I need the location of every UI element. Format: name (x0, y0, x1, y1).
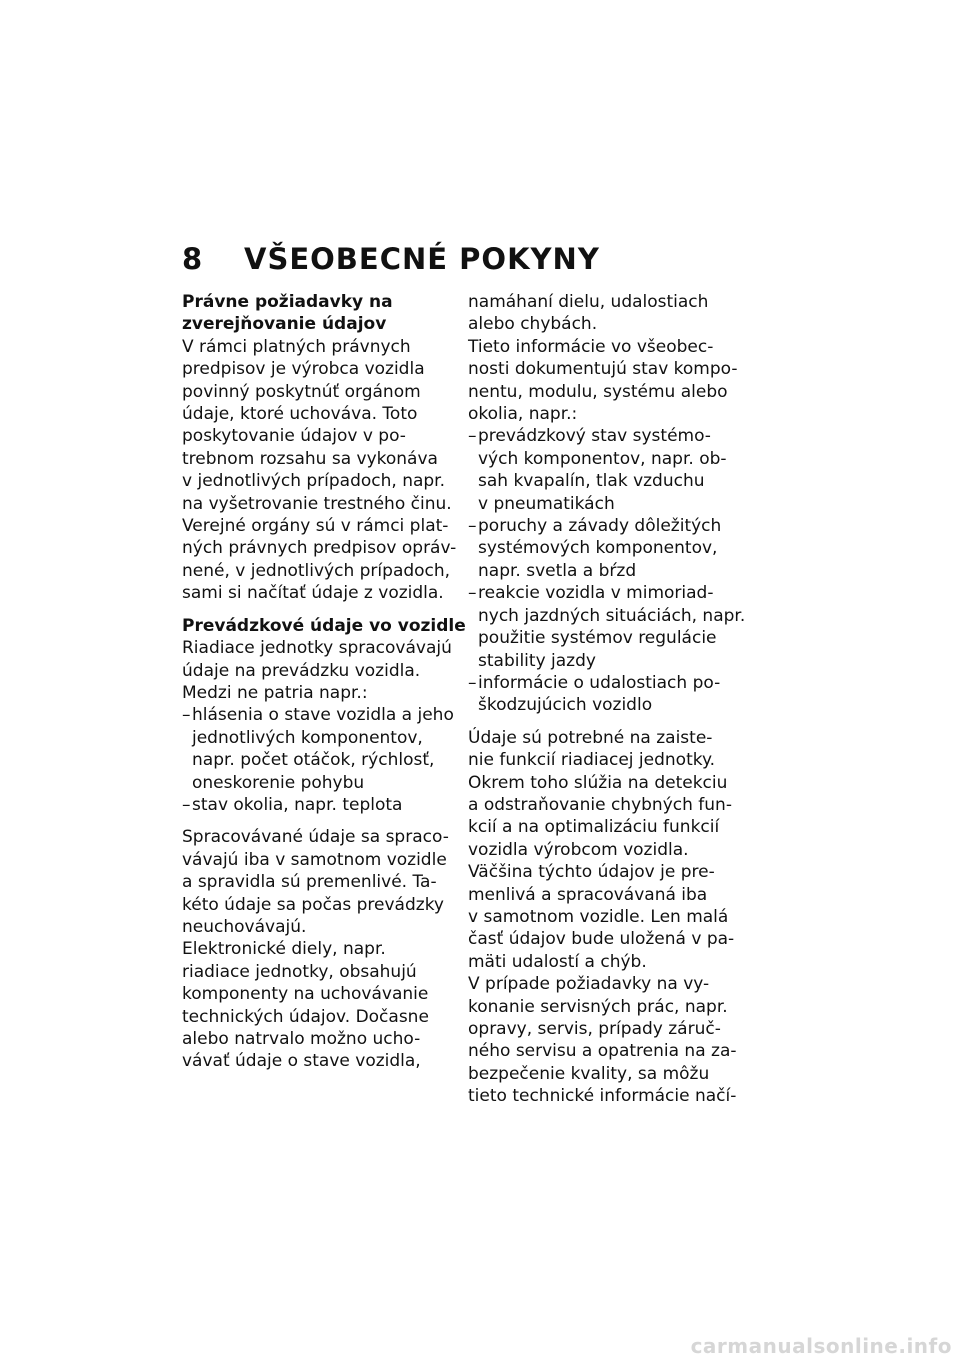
text-line: v pneumatikách (478, 493, 615, 514)
text-line: poskytovanie údajov v po- (182, 426, 406, 447)
text-line: vávajú iba v samotnom vozidle (182, 849, 447, 870)
text-line: konanie servisných prác, napr. (468, 996, 728, 1017)
bullet-list (182, 704, 454, 816)
text-line: tieto technické informácie načí- (468, 1086, 737, 1107)
text-line: nentu, modulu, systému alebo (468, 381, 728, 402)
text-line: stability jazdy (478, 650, 596, 671)
text-line: na vyšetrovanie trestného činu. (182, 493, 452, 514)
chapter-title (182, 242, 600, 276)
text-line: a odstraňovanie chybných fun- (468, 794, 732, 815)
text-line: oneskorenie pohybu (192, 772, 365, 793)
chapter-title-text: VŠEOBECNÉ POKYNY (244, 242, 600, 276)
text-line: vávať údaje o stave vozidla, (182, 1051, 421, 1072)
text-line: jednotlivých komponentov, (192, 727, 423, 748)
text-line: nosti dokumentujú stav kompo- (468, 359, 738, 380)
text-line: použitie systémov regulácie (478, 628, 717, 649)
paragraph-right-intro (468, 291, 740, 425)
paragraph-processing (182, 826, 454, 1072)
paragraph-legal (182, 336, 457, 605)
text-line: kcií a na optimalizáciu funkcií (468, 817, 720, 838)
text-line: riadiace jednotky, obsahujú (182, 961, 417, 982)
text-line: sah kvapalín, tlak vzduchu (478, 471, 705, 492)
text-line: Riadiace jednotky spracovávajú (182, 638, 452, 659)
paragraph-operational-intro (182, 637, 454, 704)
list-item (468, 672, 740, 717)
text-line: trebnom rozsahu sa vykonáva (182, 448, 438, 469)
list-item (468, 425, 740, 515)
text-line: v jednotlivých prípadoch, napr. (182, 471, 446, 492)
watermark: carmanualsonline.info (690, 1334, 952, 1358)
right-column (468, 291, 746, 1108)
text-line: Okrem toho slúžia na detekciu (468, 772, 728, 793)
text-line: napr. počet otáčok, rýchlosť, (192, 750, 435, 771)
text-line: bezpečenie kvality, sa môžu (468, 1063, 710, 1084)
text-line: Tieto informácie vo všeobec- (468, 336, 714, 357)
text-line: Údaje sú potrebné na zaiste- (468, 727, 713, 748)
chapter-number: 8 (182, 242, 204, 276)
text-line: namáhaní dielu, udalostiach (468, 292, 709, 312)
text-line: – reakcie vozidla v mimoriad- (468, 582, 740, 604)
bullet-list (468, 425, 746, 716)
text-line: mäti udalostí a chýb. (468, 951, 647, 972)
heading-line: Právne požiadavky na (182, 292, 393, 312)
paragraph-right-body (468, 727, 740, 1108)
text-line: vozidla výrobcom vozidla. (468, 839, 689, 860)
text-line: údaje na prevádzku vozidla. (182, 660, 421, 681)
text-line: technických údajov. Dočasne (182, 1006, 429, 1027)
text-line: opravy, servis, prípady záruč- (468, 1019, 721, 1039)
text-line: Spracovávané údaje sa spraco- (182, 827, 449, 848)
text-line: V rámci platných právnych (182, 336, 411, 357)
heading-line: zverejňovanie údajov (182, 314, 387, 335)
text-line: – informácie o udalostiach po- (468, 672, 740, 694)
text-line: ných právnych predpisov opráv- (182, 538, 457, 559)
text-line: predpisov je výrobca vozidla (182, 359, 425, 380)
text-line: alebo chybách. (468, 314, 598, 335)
text-line: – hlásenia o stave vozidla a jeho (182, 704, 454, 726)
text-line: neuchovávajú. (182, 916, 307, 937)
section-heading-operational-data (182, 615, 466, 637)
text-line: napr. svetla a bŕzd (478, 560, 637, 581)
text-line: povinný poskytnúť orgánom (182, 381, 421, 402)
text-line: ného servisu a opatrenia na za- (468, 1041, 737, 1062)
text-line: nie funkcií riadiacej jednotky. (468, 750, 716, 771)
text-line: časť údajov bude uložená v pa- (468, 929, 735, 950)
text-line: – poruchy a závady dôležitých (468, 515, 740, 537)
text-line: kéto údaje sa počas prevádzky (182, 894, 444, 915)
list-item (468, 582, 746, 672)
text-line: – stav okolia, napr. teplota (182, 794, 454, 816)
text-line: okolia, napr.: (468, 404, 578, 425)
text-line: Verejné orgány sú v rámci plat- (182, 516, 449, 537)
text-line: komponenty na uchovávanie (182, 984, 429, 1005)
text-line: – prevádzkový stav systémo- (468, 425, 740, 447)
text-line: sami si načítať údaje z vozidla. (182, 583, 444, 604)
text-line: Elektronické diely, napr. (182, 939, 386, 960)
section-heading-legal (182, 291, 454, 336)
text-line: V prípade požiadavky na vy- (468, 974, 710, 995)
list-item (468, 515, 740, 582)
text-line: Väčšina týchto údajov je pre- (468, 862, 715, 883)
text-line: Medzi ne patria napr.: (182, 682, 368, 703)
text-line: vých komponentov, napr. ob- (478, 448, 727, 469)
list-item (182, 794, 454, 816)
text-line: nené, v jednotlivých prípadoch, (182, 560, 451, 581)
text-line: údaje, ktoré uchováva. Toto (182, 404, 418, 425)
text-line: nych jazdných situáciách, napr. (478, 605, 746, 626)
text-line: menlivá a spracovávaná iba (468, 884, 708, 905)
text-line: systémových komponentov, (478, 538, 718, 559)
text-line: v samotnom vozidle. Len malá (468, 906, 729, 927)
list-item (182, 704, 454, 794)
text-line: alebo natrvalo možno ucho- (182, 1029, 421, 1049)
text-line: a spravidla sú premenlivé. Ta- (182, 872, 437, 893)
left-column (182, 291, 466, 1073)
heading-line: Prevádzkové údaje vo vozidle (182, 615, 466, 636)
text-line: škodzujúcich vozidlo (478, 695, 653, 716)
